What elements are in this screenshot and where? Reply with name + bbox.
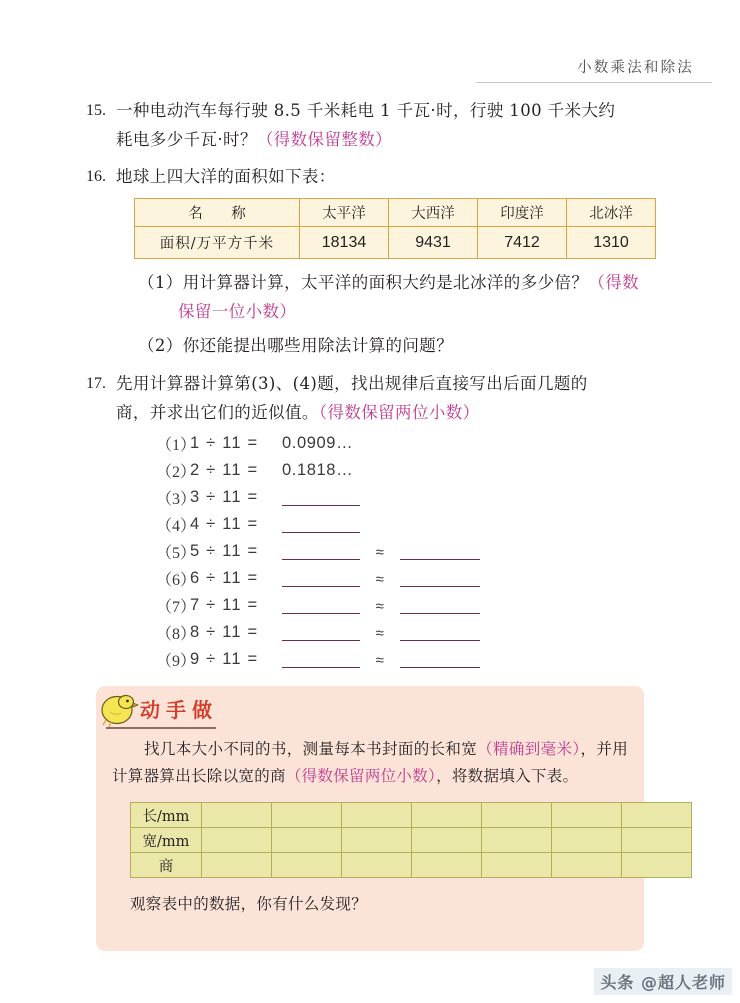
division-item-9-answer-blank[interactable]	[282, 650, 360, 668]
problem-17-line-2-text: 商，并求出它们的近似值。	[116, 403, 319, 422]
division-exercise-list	[156, 430, 662, 673]
measure-cell[interactable]	[412, 803, 482, 828]
division-item-2-index: （2）	[156, 464, 197, 481]
list-item	[156, 646, 662, 673]
problem-15-body	[116, 96, 662, 154]
problem-17-body	[116, 369, 662, 673]
problem-15-hint: （得数保留整数）	[256, 130, 393, 149]
list-item	[156, 592, 662, 619]
division-item-4-expression: 4 ÷ 11 =	[190, 515, 259, 533]
measure-cell[interactable]	[622, 803, 692, 828]
measure-cell[interactable]	[412, 853, 482, 878]
division-item-4-answer-blank[interactable]	[282, 515, 360, 533]
page-header	[60, 56, 712, 86]
watermark: 头条 @超人老师	[594, 968, 732, 995]
ocean-table-header-label: 名 称	[135, 199, 300, 227]
measure-cell[interactable]	[342, 803, 412, 828]
measure-cell[interactable]	[272, 803, 342, 828]
approx-symbol-icon: ≈	[375, 651, 385, 669]
header-chapter-title: 小数乘法和除法	[577, 60, 694, 76]
measure-cell[interactable]	[622, 853, 692, 878]
problem-16-sub-1	[116, 268, 662, 297]
list-item	[156, 430, 662, 457]
division-item-7-index: （7）	[156, 599, 197, 616]
problem-16-sub-2	[116, 331, 662, 360]
activity-footer-question: 观察表中的数据，你有什么发现？	[130, 895, 368, 913]
list-item	[156, 511, 662, 538]
measurement-table	[130, 802, 692, 878]
division-item-5-result	[282, 542, 480, 562]
division-item-9-expression: 9 ÷ 11 =	[190, 650, 259, 668]
table-row	[135, 227, 656, 259]
activity-text-b: ，并用计算器算出长除以宽的商	[112, 740, 628, 785]
measure-cell[interactable]	[622, 828, 692, 853]
problem-16-sub-1-hint-a: （得数	[588, 273, 640, 292]
measure-cell[interactable]	[482, 803, 552, 828]
ocean-table-row-label: 面积/万平方千米	[135, 227, 300, 259]
ocean-area-table-wrapper	[134, 198, 662, 259]
division-item-7-rounded-blank[interactable]	[400, 596, 480, 614]
measure-cell[interactable]	[552, 853, 622, 878]
measure-cell[interactable]	[272, 828, 342, 853]
activity-body	[112, 736, 628, 914]
measure-cell[interactable]	[342, 828, 412, 853]
activity-hint-1: （精确到毫米）	[477, 740, 581, 758]
division-item-5-answer-blank[interactable]	[282, 542, 360, 560]
measurement-table-wrapper	[130, 802, 628, 878]
division-item-3-expression: 3 ÷ 11 =	[190, 488, 259, 506]
division-item-3-result	[282, 488, 360, 508]
division-item-2-expression: 2 ÷ 11 =	[190, 461, 259, 479]
measure-row-label-length: 长/mm	[131, 803, 202, 828]
ocean-table-col-1: 大西洋	[389, 199, 478, 227]
activity-title: 动手做	[140, 698, 218, 722]
problem-16-sub-1-hint-b: 保留一位小数）	[178, 302, 297, 321]
approx-symbol-icon: ≈	[375, 624, 385, 642]
list-item	[156, 484, 662, 511]
problem-17-number: 17.	[86, 375, 106, 392]
activity-header	[96, 686, 644, 732]
division-item-9-index: （9）	[156, 653, 197, 670]
activity-text-a: 找几本大小不同的书，测量每本书封面的长和宽	[144, 740, 478, 758]
chick-icon	[100, 692, 142, 728]
ocean-table-col-3: 北冰洋	[567, 199, 656, 227]
problem-16-stem: 地球上四大洋的面积如下表：	[116, 167, 336, 186]
approx-symbol-icon: ≈	[375, 543, 385, 561]
problem-16-sub-2-label: （2）	[138, 336, 183, 355]
measure-cell[interactable]	[202, 803, 272, 828]
division-item-5-index: （5）	[156, 545, 197, 562]
measure-cell[interactable]	[202, 853, 272, 878]
problem-16-sub-2-text: 你还能提出哪些用除法计算的问题？	[182, 336, 454, 355]
division-item-8-answer-blank[interactable]	[282, 623, 360, 641]
ocean-table-col-0: 太平洋	[300, 199, 389, 227]
measure-cell[interactable]	[482, 828, 552, 853]
division-item-9-rounded-blank[interactable]	[400, 650, 480, 668]
division-item-8-index: （8）	[156, 626, 197, 643]
problem-17	[86, 369, 662, 673]
list-item	[156, 565, 662, 592]
activity-title-underline	[106, 727, 216, 729]
division-item-7-answer-blank[interactable]	[282, 596, 360, 614]
list-item	[156, 457, 662, 484]
ocean-table-value-2: 7412	[478, 227, 567, 259]
list-item	[156, 538, 662, 565]
division-item-8-expression: 8 ÷ 11 =	[190, 623, 259, 641]
problem-15-line-2-text: 耗电多少千瓦·时？	[116, 130, 257, 149]
measure-cell[interactable]	[552, 828, 622, 853]
division-item-4-result	[282, 515, 360, 535]
problem-15-line-1: 一种电动汽车每行驶 8.5 千米耗电 1 千瓦·时，行驶 100 千米大约	[116, 101, 616, 120]
division-item-6-index: （6）	[156, 572, 197, 589]
problem-17-hint: （得数保留两位小数）	[318, 403, 480, 422]
ocean-table-value-3: 1310	[567, 227, 656, 259]
problem-16-number: 16.	[86, 168, 106, 185]
ocean-table-value-0: 18134	[300, 227, 389, 259]
division-item-8-rounded-blank[interactable]	[400, 623, 480, 641]
division-item-4-index: （4）	[156, 518, 197, 535]
problem-16	[86, 162, 662, 360]
problem-15-line-2	[116, 125, 662, 154]
table-row	[131, 828, 692, 853]
problem-16-sub-1-text: 用计算器计算，太平洋的面积大约是北冰洋的多少倍？	[182, 273, 589, 292]
problem-15	[86, 96, 662, 154]
page-content	[86, 96, 662, 677]
header-rule	[476, 82, 712, 83]
problem-16-sub-1-cont	[116, 297, 662, 326]
division-item-6-result	[282, 569, 480, 589]
hands-on-activity-box	[96, 686, 644, 951]
division-item-6-rounded-blank[interactable]	[400, 569, 480, 587]
table-row	[135, 199, 656, 227]
table-row	[131, 803, 692, 828]
division-item-3-index: （3）	[156, 491, 197, 508]
problem-17-line-1: 先用计算器计算第(3)、(4)题，找出规律后直接写出后面几题的	[116, 374, 588, 393]
activity-hint-2: （得数保留两位小数）	[285, 767, 437, 785]
ocean-area-table	[134, 198, 656, 259]
division-item-1-index: （1）	[156, 437, 197, 454]
ocean-table-col-2: 印度洋	[478, 199, 567, 227]
measure-row-label-width: 宽/mm	[131, 828, 202, 853]
approx-symbol-icon: ≈	[375, 597, 385, 615]
problem-17-line-2	[116, 398, 662, 427]
measure-cell[interactable]	[412, 828, 482, 853]
measure-row-label-quotient: 商	[131, 853, 202, 878]
table-row	[131, 853, 692, 878]
division-item-5-expression: 5 ÷ 11 =	[190, 542, 259, 560]
division-item-8-result	[282, 623, 480, 643]
list-item	[156, 619, 662, 646]
activity-text-c: ，将数据填入下表。	[436, 767, 579, 785]
approx-symbol-icon: ≈	[375, 570, 385, 588]
problem-16-body	[116, 162, 662, 360]
problem-15-number: 15.	[86, 102, 106, 119]
division-item-9-result	[282, 650, 480, 670]
activity-paragraph	[112, 736, 628, 790]
division-item-6-answer-blank[interactable]	[282, 569, 360, 587]
measure-cell[interactable]	[272, 853, 342, 878]
measure-cell[interactable]	[482, 853, 552, 878]
measure-cell[interactable]	[552, 803, 622, 828]
division-item-1-answer: 0.0909…	[282, 434, 354, 452]
division-item-7-result	[282, 596, 480, 616]
division-item-3-answer-blank[interactable]	[282, 488, 360, 506]
problem-16-sub-1-label: （1）	[138, 273, 183, 292]
ocean-table-value-1: 9431	[389, 227, 478, 259]
measure-cell[interactable]	[202, 828, 272, 853]
division-item-2-answer: 0.1818…	[282, 461, 354, 479]
division-item-6-expression: 6 ÷ 11 =	[190, 569, 259, 587]
division-item-5-rounded-blank[interactable]	[400, 542, 480, 560]
division-item-1-expression: 1 ÷ 11 =	[190, 434, 259, 452]
division-item-7-expression: 7 ÷ 11 =	[190, 596, 259, 614]
measure-cell[interactable]	[342, 853, 412, 878]
